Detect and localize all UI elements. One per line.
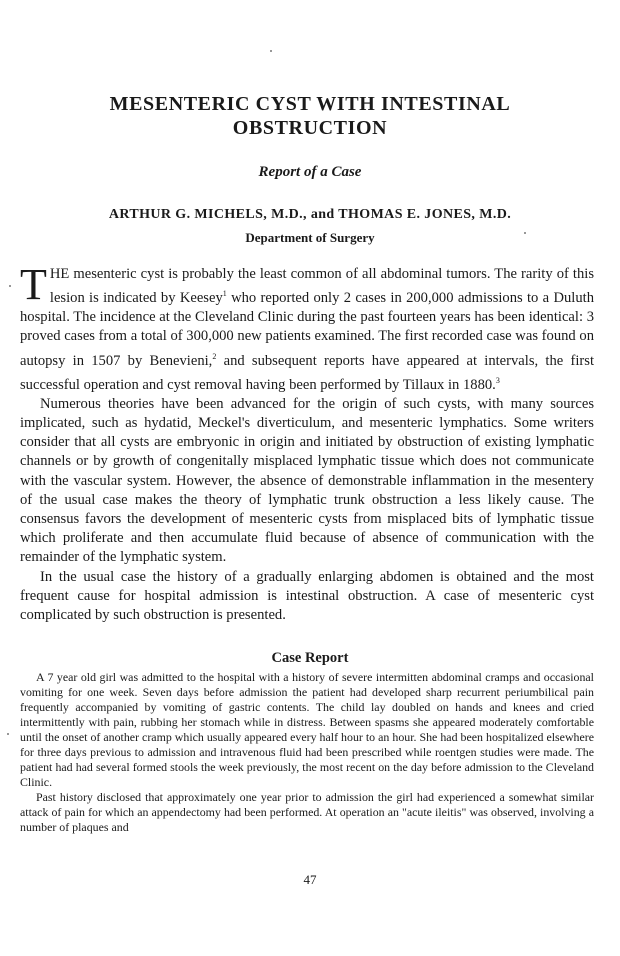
intro-paragraph-1: THE mesenteric cyst is probably the least common of all abdominal tumors. The rarity of this lesion is indicated by Keesey$^1$ who reported only 2 cases in 200,000 admissions to a Duluth hospital. The incidence at the Cleveland Clinic during the past fourteen years has been identical: 3 proved cases from a total of 300,000 new patients examined. The first recorded case was found on autopsy in 1507 by Benevieni,$^2$ and subsequent reports have appeared at intervals, the first successful operation and cyst removal having been performed by Tillaux in 1880.$^3$: [20, 260, 594, 393]
page-number: 47: [303, 872, 317, 887]
author-line: ARTHUR G. MICHELS, M.D., and THOMAS E. JONES, M.D.: [108, 207, 512, 222]
scan-speck: [270, 50, 272, 52]
article-title: MESENTERIC CYST WITH INTESTINAL OBSTRUCTION: [109, 93, 511, 139]
scan-speck: [7, 733, 9, 735]
case-report-body: [20, 670, 594, 835]
reference-marker: 2: [212, 351, 217, 361]
drop-cap: T: [20, 260, 47, 309]
reference-marker: 1: [222, 289, 227, 299]
department-line: Department of Surgery: [245, 230, 375, 245]
case-report-heading: Case Report: [271, 650, 349, 666]
introduction-body: [20, 260, 594, 625]
scan-speck: [9, 285, 11, 287]
intro-paragraph-2: Numerous theories have been advanced for the origin of such cysts, with many sources implicated, such as hydatid, Meckel's diverticulum, and mesenteric lymphatics. Some writers consider that all cysts are embryonic in origin and initiated by obstruction of existing lymphatic channels or by growth of congenitally misplaced lymphatic tissue which does not communicate with the vascular system. However, the absence of demonstrable inflammation in the mesentery of the usual case makes the theory of lymphatic trunk obstruction a less likely cause. The consensus favors the development of mesenteric cysts from misplaced bits of lymphatic tissue which proliferate and then accumulate fluid because of absence of communication with the remainder of the lymphatic system.: [20, 395, 594, 566]
reference-marker: 3: [495, 375, 500, 385]
intro-paragraph-3: In the usual case the history of a gradually enlarging abdomen is obtained and the most frequent cause for hospital admission is intestinal obstruction. A case of mesenteric cyst complicated by such obstruction is presented.: [20, 568, 594, 624]
case-paragraph-1: A 7 year old girl was admitted to the hospital with a history of severe intermitten abdominal cramps and occasional vomiting for one week. Seven days before admission the patient had developed sharp recurrent periumbilical pain frequently accompanied by vomiting of gastric contents. The child lay doubled on hands and knees and cried intermittently with pain, rubbing her stomach while in distress. Between spasms she appeared moderately comfortable until the onset of another cramp which usually appeared every half hour to an hour. She had been hospitalized elsewhere for three days previous to admission and intravenous fluid had been prescribed while roentgen studies were made. The patient had had several formed stools the week previously, the most recent on the day before admission to the Cleveland Clinic.: [20, 670, 594, 789]
article-subtitle: Report of a Case: [258, 164, 362, 180]
case-paragraph-2: Past history disclosed that approximately one year prior to admission the girl had experienced a somewhat similar attack of pain for which an appendectomy had been performed. At operation an "acute ileitis" was observed, involving a number of plaques and: [20, 790, 594, 834]
